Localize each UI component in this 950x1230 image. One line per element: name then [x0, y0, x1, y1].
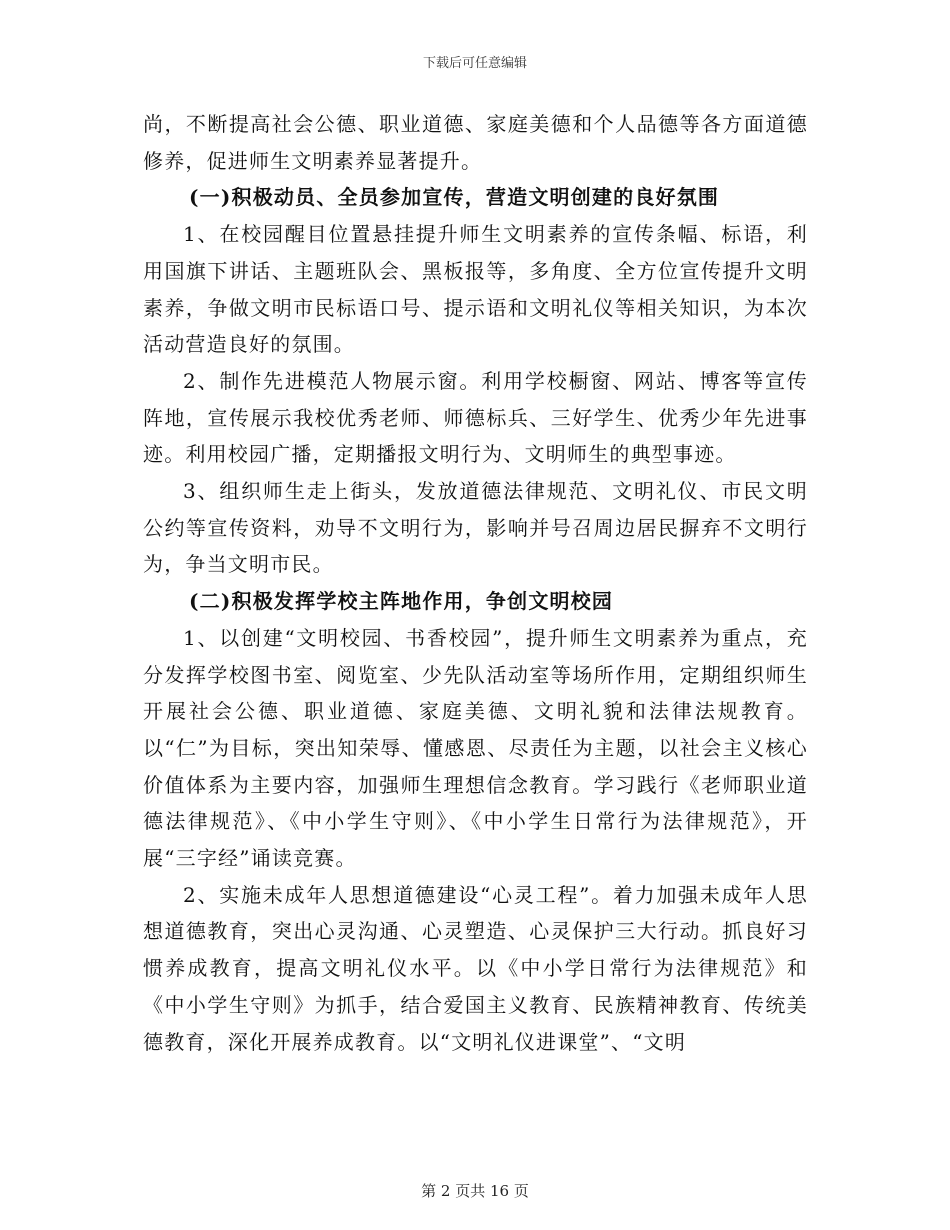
- section-heading-1: (一)积极动员、全员参加宣传，营造文明创建的良好氛围: [189, 185, 720, 210]
- section-heading-2: (二)积极发挥学校主阵地作用，争创文明校园: [189, 589, 614, 614]
- paragraph-4: 1、以创建“文明校园、书香校园”，提升师生文明素养为重点，充分发挥学校图书室、阅览室、少先队活动室等场所作用，定期组织师生开展社会公德、职业道德、家庭美德、文明礼貌和法律法规教育。以“仁”为目标，突出知荣辱、懂感恩、尽责任为主题，以社会主义核心价值体系为主要内容，加强师生理想信念教育。学习践行《老师职业道德法律规范》、《中小学生守则》、《中小学生日常行为法律规范》，开展“三字经”诵读竞赛。: [143, 625, 808, 871]
- paragraph-1: 1、在校园醒目位置悬挂提升师生文明素养的宣传条幅、标语，利用国旗下讲话、主题班队会、黑板报等，多角度、全方位宣传提升文明素养，争做文明市民标语口号、提示语和文明礼仪等相关知识，为本次活动营造良好的氛围。: [143, 222, 808, 357]
- paragraph-2: 2、制作先进模范人物展示窗。利用学校橱窗、网站、博客等宣传阵地，宣传展示我校优秀老师、师德标兵、三好学生、优秀少年先进事迹。利用校园广播，定期播报文明行为、文明师生的典型事迹。: [143, 368, 808, 467]
- document-body: [143, 106, 808, 1060]
- paragraph-continued: 尚，不断提高社会公德、职业道德、家庭美德和个人品德等各方面道德修养，促进师生文明素养显著提升。: [143, 112, 808, 173]
- page-number-footer: 第 2 页共 16 页: [421, 1182, 529, 1200]
- paragraph-5: 2、实施未成年人思想道德建设“心灵工程”。着力加强未成年人思想道德教育，突出心灵沟通、心灵塑造、心灵保护三大行动。抓良好习惯养成教育，提高文明礼仪水平。以《中小学日常行为法律规范》和《中小学生守则》为抓手，结合爱国主义教育、民族精神教育、传统美德教育，深化开展养成教育。以“文明礼仪进课堂”、“文明: [143, 882, 808, 1054]
- page-header-note: 下载后可任意编辑: [422, 56, 527, 71]
- paragraph-3: 3、组织师生走上街头，发放道德法律规范、文明礼仪、市民文明公约等宣传资料，劝导不文明行为，影响并号召周边居民摒弃不文明行为，争当文明市民。: [143, 479, 808, 577]
